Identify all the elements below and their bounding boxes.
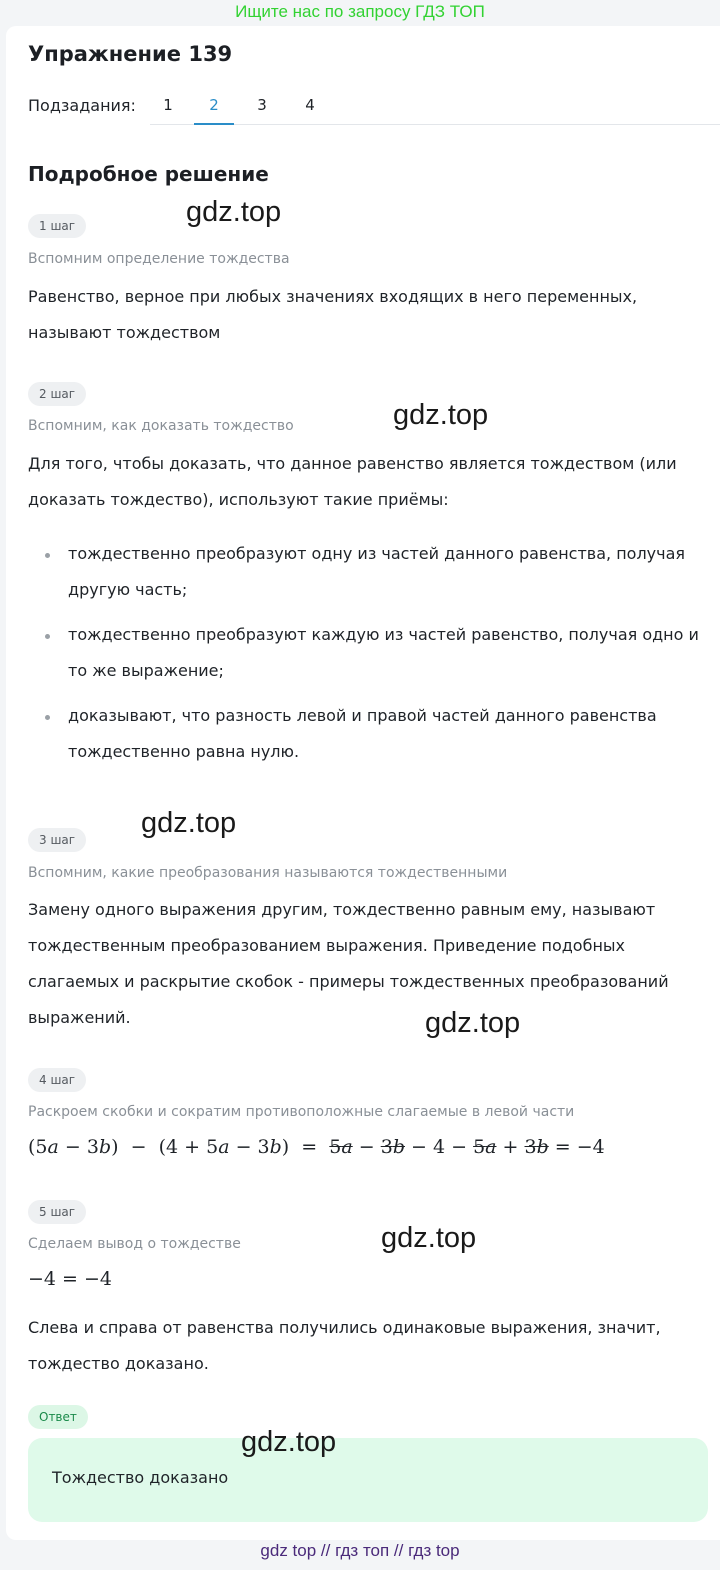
answer-badge: Ответ	[28, 1405, 88, 1429]
page-title: Упражнение 139	[28, 42, 233, 66]
subtasks-label: Подзадания:	[28, 96, 136, 115]
footer-links[interactable]: gdz top // гдз топ // гдз top	[260, 1541, 460, 1560]
step-2-badge: 2 шаг	[28, 382, 86, 406]
step-4-equation: (5a − 3b) − (4 + 5a − 3b) = 5a − 3b − 4 − 5a + 3b = −4	[28, 1136, 605, 1158]
list-item: доказывают, что разность левой и правой частей данного равенства тождественно равна нулю.	[28, 698, 708, 770]
step-5-subtitle: Сделаем вывод о тождестве	[28, 1236, 241, 1252]
step-5-badge: 5 шаг	[28, 1200, 86, 1224]
section-title: Подробное решение	[28, 162, 269, 186]
list-item: тождественно преобразуют каждую из частей равенство, получая одно и то же выражение;	[28, 617, 708, 689]
active-tab-indicator	[194, 123, 234, 125]
step-3-text: Замену одного выражения другим, тождественно равным ему, называют тождественным преобразованием выражения. Приведение подобных слагаемых и раскрытие скобок - примеры тождественных преобразований выражений.	[28, 900, 669, 1027]
step-1-text: Равенство, верное при любых значениях входящих в него переменных, называют тождеством	[28, 287, 638, 342]
step-3-badge: 3 шаг	[28, 828, 86, 852]
top-banner: Ищите нас по запросу ГДЗ ТОП	[235, 2, 485, 21]
step-5-text: Слева и справа от равенства получились одинаковые выражения, значит, тождество доказано.	[28, 1318, 661, 1373]
exercise-card	[6, 26, 720, 1540]
step-1-badge: 1 шаг	[28, 214, 86, 238]
step-2-text: Для того, чтобы доказать, что данное равенство является тождеством (или доказать тождество), используют такие приёмы:	[28, 454, 677, 509]
tab-subtask-2[interactable]: 2	[209, 96, 219, 114]
watermark: gdz.top	[186, 196, 282, 228]
step-1-subtitle: Вспомним определение тождества	[28, 251, 290, 267]
watermark: gdz.top	[425, 1007, 521, 1039]
tab-subtask-3[interactable]: 3	[257, 96, 267, 114]
watermark: gdz.top	[381, 1222, 477, 1254]
watermark: gdz.top	[141, 807, 237, 839]
step-2-subtitle: Вспомним, как доказать тождество	[28, 418, 294, 434]
step-3-subtitle: Вспомним, какие преобразования называются тождественными	[28, 865, 508, 881]
step-5-equation: −4 = −4	[28, 1268, 113, 1290]
tabs-divider	[150, 124, 720, 125]
step-4-badge: 4 шаг	[28, 1068, 86, 1092]
step-2-bullets	[28, 536, 708, 779]
answer-text: Тождество доказано	[52, 1468, 229, 1487]
watermark: gdz.top	[241, 1426, 337, 1458]
step-4-subtitle: Раскроем скобки и сократим противоположные слагаемые в левой части	[28, 1104, 575, 1120]
tab-subtask-4[interactable]: 4	[305, 96, 315, 114]
tab-subtask-1[interactable]: 1	[163, 96, 173, 114]
answer-box	[28, 1438, 708, 1522]
list-item: тождественно преобразуют одну из частей данного равенства, получая другую часть;	[28, 536, 708, 608]
watermark: gdz.top	[393, 399, 489, 431]
